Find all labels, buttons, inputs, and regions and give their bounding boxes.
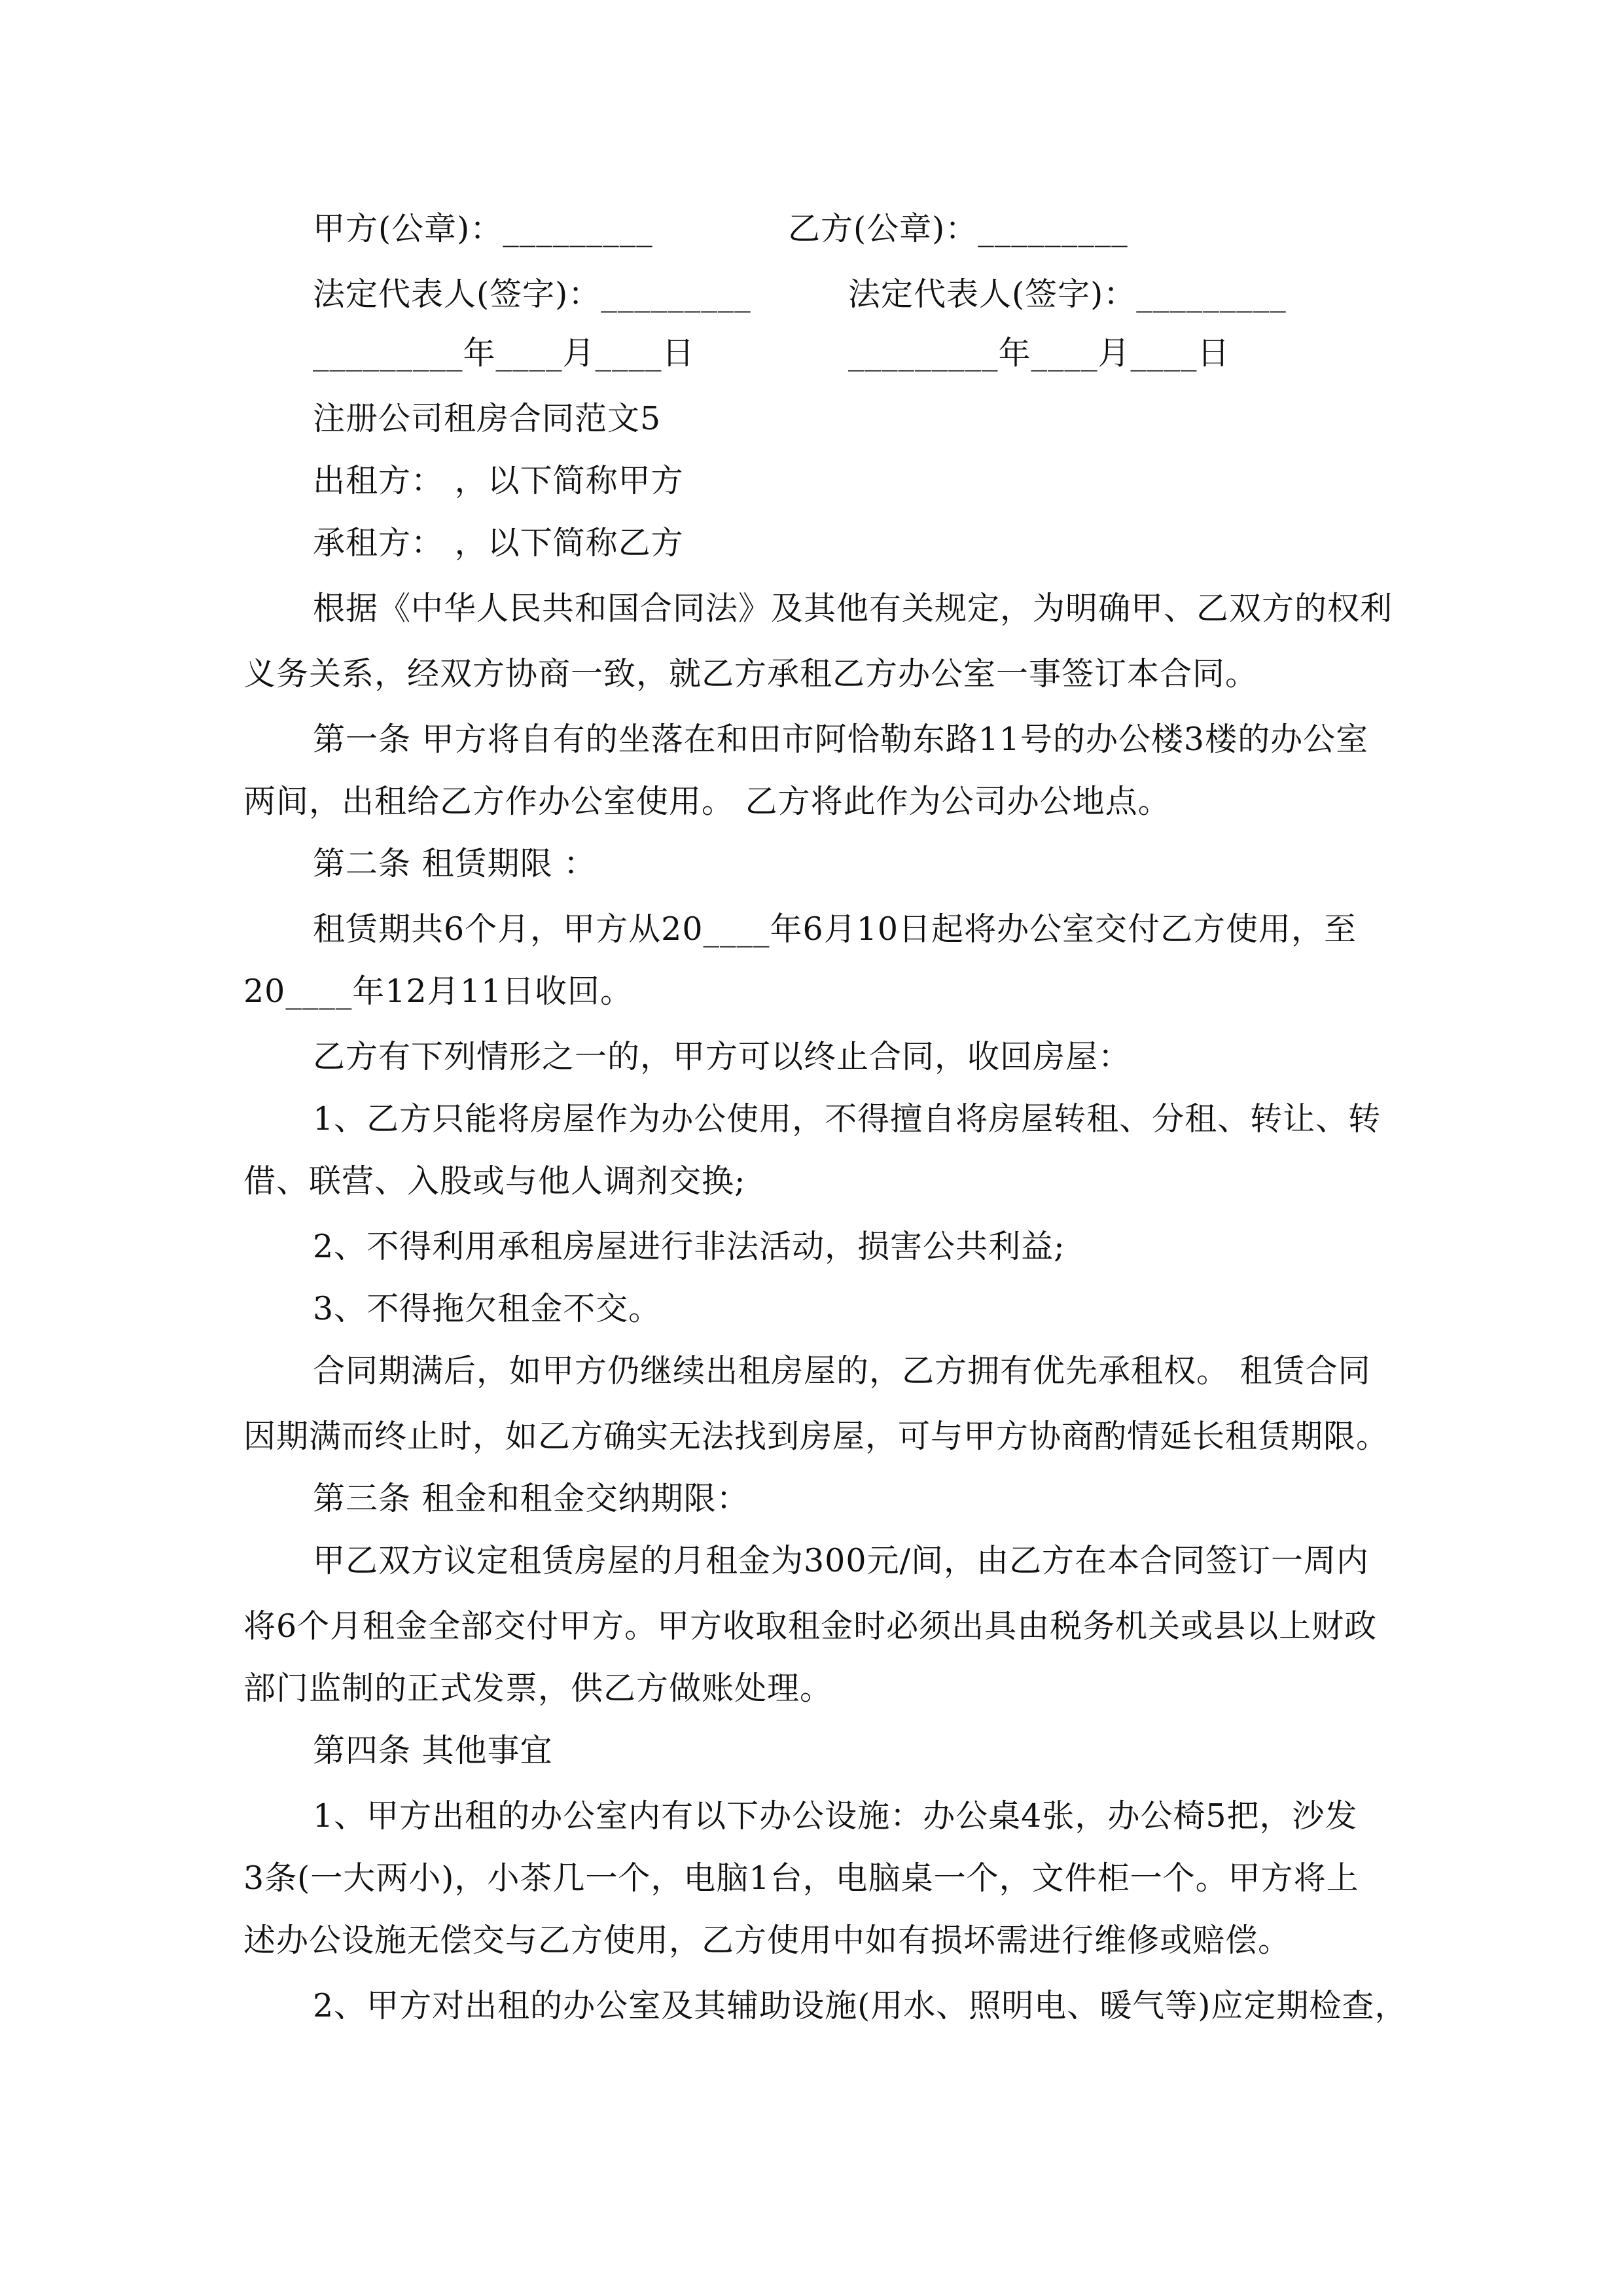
body-line: 3、不得拖欠租金不交。 xyxy=(313,1290,662,1327)
body-line: 合同期满后，如甲方仍继续出租房屋的，乙方拥有优先承租权。 租赁合同 xyxy=(313,1352,1371,1390)
date-row xyxy=(313,334,1230,373)
lessee-line: 承租方： ，以下简称乙方 xyxy=(313,524,684,562)
seal-row xyxy=(313,209,1128,249)
body-line: 3条(一大两小)，小茶几一个，电脑1台，电脑桌一个，文件柜一个。甲方将上 xyxy=(243,1859,1359,1897)
body-line: 述办公设施无偿交与乙方使用，乙方使用中如有损坏需进行维修或赔偿。 xyxy=(243,1922,1291,1959)
section-heading: 第二条 租赁期限 ： xyxy=(313,845,597,882)
body-line: 2、不得利用承租房屋进行非法活动，损害公共利益; xyxy=(313,1228,1065,1265)
lessor-line: 出租方： ，以下简称甲方 xyxy=(313,462,684,499)
body-line: 第一条 甲方将自有的坐落在和田市阿恰勒东路11号的办公楼3楼的办公室 xyxy=(313,721,1369,758)
body-line: 借、联营、入股或与他人调剂交换; xyxy=(243,1162,746,1200)
section-heading: 第四条 其他事宜 xyxy=(313,1732,553,1769)
body-line: 因期满而终止时，如乙方确实无法找到房屋，可与甲方协商酌情延长租赁期限。 xyxy=(243,1418,1389,1455)
party-a-date: _________年____月____日 xyxy=(313,334,695,372)
body-line: 乙方有下列情形之一的，甲方可以终止合同，收回房屋： xyxy=(313,1038,1132,1075)
body-line: 部门监制的正式发票，供乙方做账处理。 xyxy=(243,1670,833,1707)
body-line: 1、乙方只能将房屋作为办公使用，不得擅自将房屋转租、分租、转让、转 xyxy=(313,1100,1382,1138)
party-b-seal: 乙方(公章)：_________ xyxy=(788,210,1128,247)
party-a-representative: 法定代表人(签字)：_________ xyxy=(313,276,751,313)
body-line: 租赁期共6个月，甲方从20____年6月10日起将办公室交付乙方使用，至 xyxy=(313,910,1357,948)
body-line: 根据《中华人民共和国合同法》及其他有关规定，为明确甲、乙双方的权利 xyxy=(313,590,1393,627)
body-line: 两间，出租给乙方作办公室使用。 乙方将此作为公司办公地点。 xyxy=(243,783,1171,820)
body-line: 将6个月租金全部交付甲方。甲方收取租金时必须出具由税务机关或县以上财政 xyxy=(243,1607,1378,1645)
body-line: 20____年12月11日收回。 xyxy=(243,973,633,1010)
body-line: 2、甲方对出租的办公室及其辅助设施(用水、照明电、暖气等)应定期检查， xyxy=(313,1987,1408,2024)
body-line: 义务关系，经双方协商一致，就乙方承租乙方办公室一事签订本合同。 xyxy=(243,655,1258,692)
party-a-seal: 甲方(公章)：_________ xyxy=(313,210,653,247)
body-line: 甲乙双方议定租赁房屋的月租金为300元/间，由乙方在本合同签订一周内 xyxy=(313,1542,1370,1579)
representative-row xyxy=(313,275,1287,314)
party-b-representative: 法定代表人(签字)：_________ xyxy=(848,276,1287,313)
party-b-date: _________年____月____日 xyxy=(848,334,1230,372)
body-line: 1、甲方出租的办公室内有以下办公设施：办公桌4张，办公椅5把，沙发 xyxy=(313,1797,1358,1835)
section-heading: 第三条 租金和租金交纳期限： xyxy=(313,1480,749,1517)
contract-heading: 注册公司租房合同范文5 xyxy=(313,400,662,437)
